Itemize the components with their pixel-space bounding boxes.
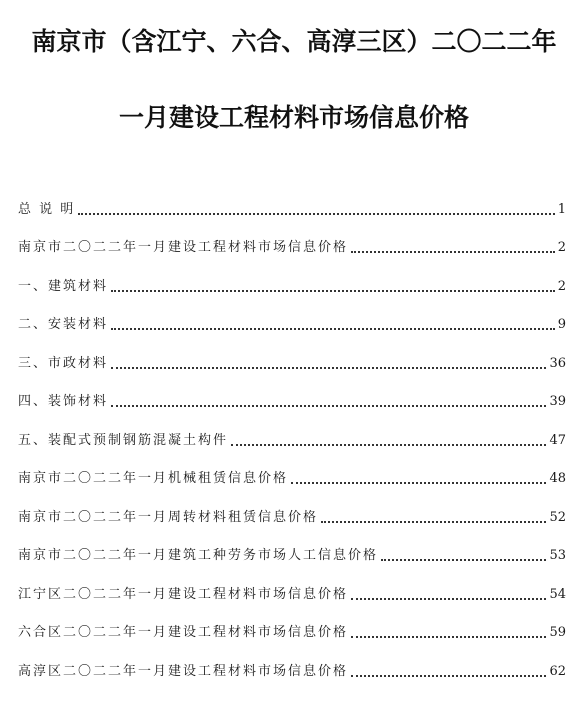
- toc-leader-dots: [78, 213, 554, 215]
- toc-entry-label: 南京市二〇二二年一月建设工程材料市场信息价格: [18, 240, 349, 255]
- toc-entry-label: 南京市二〇二二年一月机械租赁信息价格: [18, 471, 289, 486]
- toc-entry-gaochun-materials[interactable]: [18, 658, 566, 680]
- toc-entry-label: 一、建筑材料: [18, 279, 109, 294]
- document-title-line-1: 南京市（含江宁、六合、高淳三区）二〇二二年: [31, 27, 557, 56]
- toc-entry-page: 54: [549, 587, 566, 602]
- toc-entry-page: 47: [549, 433, 566, 448]
- toc-entry-label: 江宁区二〇二二年一月建设工程材料市场信息价格: [18, 587, 349, 602]
- document-title-line-2: 一月建设工程材料市场信息价格: [118, 103, 469, 132]
- toc-entry-page: 39: [549, 394, 566, 409]
- toc-entry-label: 高淳区二〇二二年一月建设工程材料市场信息价格: [18, 664, 349, 679]
- toc-entry-general-notes[interactable]: [18, 196, 566, 218]
- toc-entry-page: 59: [549, 625, 566, 640]
- toc-entry-label: 三、市政材料: [18, 356, 109, 371]
- toc-leader-dots: [351, 598, 546, 600]
- toc-entry-nanjing-materials[interactable]: [18, 234, 566, 256]
- toc-entry-labor-prices[interactable]: [18, 542, 566, 564]
- toc-entry-luhe-materials[interactable]: [18, 619, 566, 641]
- toc-entry-page: 9: [557, 317, 566, 332]
- toc-entry-label: 四、装饰材料: [18, 394, 109, 409]
- toc-entry-jiangning-materials[interactable]: [18, 581, 566, 603]
- toc-entry-page: 2: [557, 279, 566, 294]
- toc-entry-label: 总 说 明: [18, 202, 76, 217]
- toc-leader-dots: [111, 328, 555, 330]
- toc-leader-dots: [351, 636, 546, 638]
- toc-leader-dots: [111, 367, 546, 369]
- toc-entry-machinery-rental[interactable]: [18, 465, 566, 487]
- toc-entry-building-materials[interactable]: [18, 273, 566, 295]
- toc-entry-installation-materials[interactable]: [18, 311, 566, 333]
- toc-leader-dots: [291, 482, 546, 484]
- toc-entry-municipal-materials[interactable]: [18, 350, 566, 372]
- toc-leader-dots: [231, 444, 546, 446]
- toc-entry-label: 五、装配式预制钢筋混凝土构件: [18, 433, 229, 448]
- toc-entry-label: 六合区二〇二二年一月建设工程材料市场信息价格: [18, 625, 349, 640]
- toc-leader-dots: [351, 251, 555, 253]
- toc-leader-dots: [321, 521, 546, 523]
- toc-entry-page: 52: [549, 510, 566, 525]
- toc-entry-page: 36: [549, 356, 566, 371]
- toc-leader-dots: [111, 290, 555, 292]
- toc-entry-page: 53: [549, 548, 566, 563]
- toc-entry-label: 南京市二〇二二年一月建筑工种劳务市场人工信息价格: [18, 548, 379, 563]
- toc-leader-dots: [351, 675, 546, 677]
- toc-entry-label: 二、安装材料: [18, 317, 109, 332]
- toc-entry-page: 2: [557, 240, 566, 255]
- toc-entry-label: 南京市二〇二二年一月周转材料租赁信息价格: [18, 510, 319, 525]
- toc-entry-page: 1: [557, 202, 566, 217]
- toc-entry-turnover-materials-rental[interactable]: [18, 504, 566, 526]
- toc-entry-decoration-materials[interactable]: [18, 388, 566, 410]
- toc-leader-dots: [381, 559, 546, 561]
- toc-entry-page: 62: [549, 664, 566, 679]
- toc-leader-dots: [111, 405, 546, 407]
- toc-entry-precast-components[interactable]: [18, 427, 566, 449]
- toc-entry-page: 48: [549, 471, 566, 486]
